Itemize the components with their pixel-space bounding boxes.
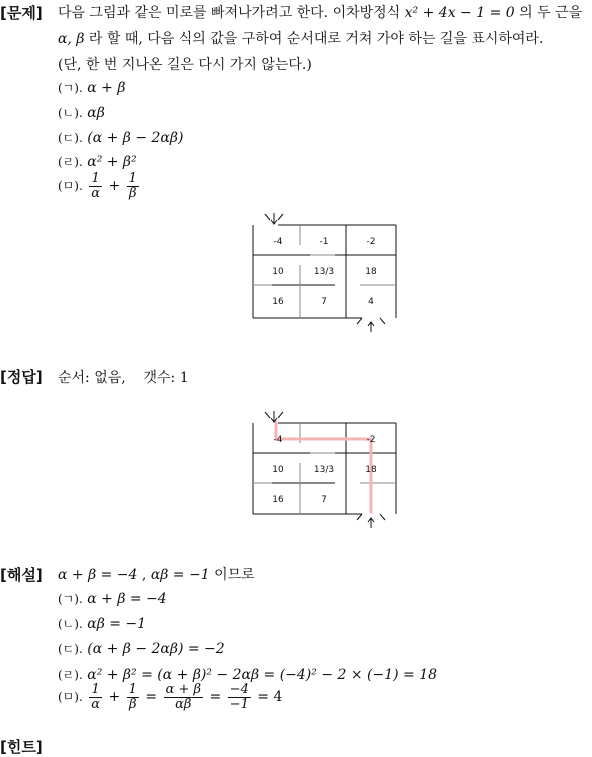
maze-cell-r2c1: 7: [321, 297, 327, 307]
explanation-heading: [해설]: [0, 566, 43, 584]
explanation-item-e: (ㅁ). $\frac{1}{\alpha}$ + $\frac{1}{\beta}$ = $\frac{\alpha + \beta}{\alpha\beta}$ = $\frac{-4}{-1}$ = 4: [58, 682, 283, 712]
maze-cell-r0c1: -1: [319, 237, 329, 247]
solution-cell-r2c0: 16: [272, 495, 284, 505]
maze-cell-r1c1: 13/3: [313, 267, 335, 277]
maze-solution-diagram: [250, 408, 405, 533]
maze-diagram: [250, 210, 405, 335]
maze-cell-r1c2: 18: [365, 267, 377, 277]
maze-cell-r2c0: 16: [272, 297, 284, 307]
explanation-item-b: (ㄴ). αβ = −1: [58, 616, 147, 632]
explanation-item-d: (ㄹ). α² + β² = (α + β)² − 2αβ = (−4)² − 2 × (−1) = 18: [58, 667, 438, 683]
exit-arrow-icon: [357, 514, 385, 528]
solution-cell-r1c1: 13/3: [313, 465, 335, 475]
solution-cell-r2c1: 7: [321, 495, 327, 505]
problem-item-e: (ㅁ). $\frac{1}{\alpha}$ + $\frac{1}{\beta}$: [58, 171, 137, 201]
solution-cell-r1c0: 10: [272, 465, 284, 475]
maze-cell-r0c0: -4: [273, 237, 283, 247]
problem-equation: x² + 4x − 1 = 0: [404, 5, 515, 21]
solution-cell-r0c2: -2: [366, 435, 376, 445]
problem-item-b: (ㄴ). αβ: [58, 105, 105, 121]
explanation-item-c: (ㄷ). (α + β − 2αβ) = −2: [58, 641, 225, 657]
maze-cell-r2c2: 4: [368, 297, 374, 307]
problem-line-2: α, β 라 할 때, 다음 식의 값을 구하여 순서대로 거쳐 가야 하는 길을 표시하여라.: [58, 31, 544, 47]
entry-arrow-icon: [265, 411, 283, 422]
problem-line-3: (단, 한 번 지나온 길은 다시 가지 않는다.): [58, 57, 312, 73]
problem-item-a: (ㄱ). α + β: [58, 80, 126, 96]
exit-arrow-icon: [357, 318, 385, 332]
problem-heading: [문제]: [0, 4, 43, 22]
maze-cell-r0c2: -2: [366, 237, 376, 247]
solution-cell-r1c2: 18: [365, 465, 377, 475]
hint-heading: [힌트]: [0, 738, 43, 756]
answer-text: 순서: 없음, 갯수: 1: [58, 370, 189, 386]
answer-heading: [정답]: [0, 368, 43, 386]
explanation-item-a: (ㄱ). α + β = −4: [58, 591, 167, 607]
problem-line-1: 다음 그림과 같은 미로를 빠져나가려고 한다. 이차방정식 x² + 4x − 1 = 0 의 두 근을: [58, 5, 583, 21]
entry-arrow-icon: [265, 213, 283, 224]
problem-item-c: (ㄷ). (α + β − 2αβ): [58, 130, 184, 146]
explanation-intro: α + β = −4 , αβ = −1 이므로: [58, 567, 255, 583]
solution-cell-r0c0: -4: [273, 435, 283, 445]
problem-item-d: (ㄹ). α² + β²: [58, 154, 137, 170]
maze-cell-r1c0: 10: [272, 267, 284, 277]
